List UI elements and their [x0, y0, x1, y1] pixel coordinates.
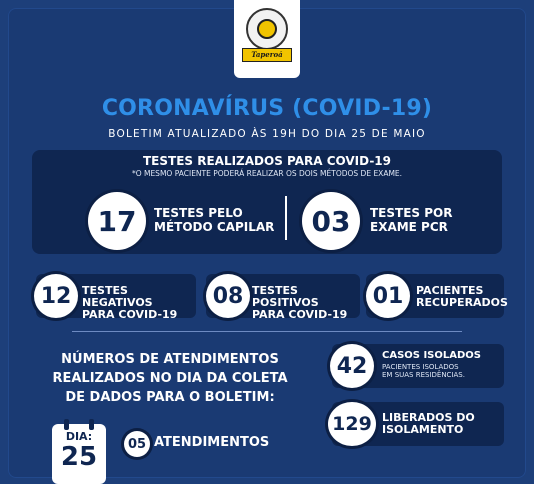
logo-text: Taperoá — [242, 48, 292, 62]
attendance-label: ATENDIMENTOS — [154, 435, 270, 450]
negative-label — [82, 285, 196, 321]
isolated-title: CASOS ISOLADOS — [382, 350, 482, 361]
calendar-label: DIA: — [65, 430, 93, 443]
isolated-box — [332, 344, 504, 388]
attendance-title-line3: DE DADOS PARA O BOLETIM: — [65, 390, 275, 405]
capilar-count: 17 — [88, 192, 146, 250]
capilar-label-line2: MÉTODO CAPILAR — [154, 220, 275, 234]
divider — [285, 196, 287, 240]
pcr-label-line1: TESTES POR — [370, 206, 453, 220]
attendance-count: 05 — [124, 431, 150, 457]
negative-tests-box — [36, 274, 196, 321]
released-label — [382, 412, 475, 436]
logo — [234, 0, 300, 78]
positive-count: 08 — [206, 274, 250, 318]
calendar-day: 25 — [60, 442, 98, 472]
tests-panel — [32, 150, 502, 254]
recovered-label-line1: PACIENTES — [416, 284, 484, 297]
section-divider — [72, 331, 462, 332]
recovered-box — [366, 274, 508, 318]
recovered-count: 01 — [366, 274, 410, 318]
attendance-title-line2: REALIZADOS NO DIA DA COLETA — [52, 371, 288, 386]
isolated-sub — [382, 363, 465, 379]
attendance-title — [46, 350, 294, 407]
positive-label — [252, 285, 360, 321]
negative-count: 12 — [34, 274, 78, 318]
tests-title: TESTES REALIZADOS PARA COVID-19 — [142, 154, 392, 168]
isolated-count: 42 — [330, 344, 374, 388]
page-subtitle: BOLETIM ATUALIZADO ÀS 19H DO DIA 25 DE MAIO — [108, 128, 426, 140]
recovered-label-line2: RECUPERADOS — [416, 296, 508, 309]
pcr-label-line2: EXAME PCR — [370, 220, 448, 234]
released-count: 129 — [328, 402, 376, 446]
pcr-count: 03 — [302, 192, 360, 250]
recovered-label — [416, 285, 508, 309]
capilar-label — [154, 206, 274, 234]
positive-label-line2: PARA COVID-19 — [252, 308, 348, 321]
municipal-seal-icon — [246, 8, 288, 50]
pcr-label — [370, 206, 452, 234]
released-label-line1: LIBERADOS DO — [382, 411, 475, 424]
released-label-line2: ISOLAMENTO — [382, 423, 464, 436]
positive-label-line1: TESTES POSITIVOS — [252, 284, 319, 309]
attendance-title-line1: NÚMEROS DE ATENDIMENTOS — [61, 352, 279, 367]
negative-label-line2: PARA COVID-19 — [82, 308, 178, 321]
isolated-sub-line1: PACIENTES ISOLADOS — [382, 363, 459, 371]
capilar-label-line1: TESTES PELO — [154, 206, 243, 220]
calendar-icon — [52, 424, 106, 484]
tests-note: *O MESMO PACIENTE PODERÁ REALIZAR OS DOIS MÉTODOS DE EXAME. — [131, 169, 403, 178]
released-box — [332, 402, 504, 446]
isolated-sub-line2: EM SUAS RESIDÊNCIAS. — [382, 371, 465, 379]
page-title: CORONAVÍRUS (COVID-19) — [101, 96, 433, 121]
negative-label-line1: TESTES NEGATIVOS — [82, 284, 153, 309]
positive-tests-box — [206, 274, 360, 321]
